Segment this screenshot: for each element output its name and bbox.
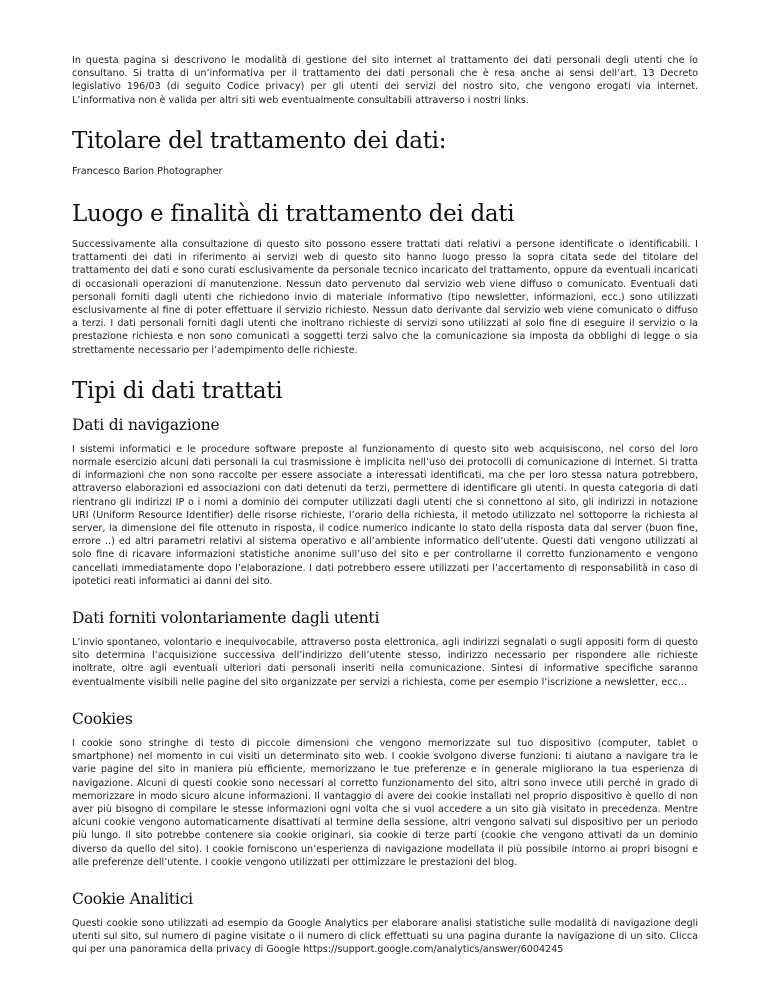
cookies-heading: Cookies xyxy=(72,709,133,728)
navigazione-heading: Dati di navigazione xyxy=(72,415,220,434)
luogo-paragraph: Successivamente alla consultazione di questo sito possono essere trattati dati relativi a persone identificate o identificabili. I trattamenti dei dati in riferimento ai servizi web di questo sito hanno luogo presso la sopra citata sede del titolare del trattamento dei dati e sono curati esclusivamente da personale tecnico incaricato del trattamento, oppure da eventuali incaricati di occasionali operazioni di manutenzione. Nessun dato pervenuto dal servizio web viene diffuso o comunicato. Eventuali dati personali forniti dagli utenti che richiedono invio di materiale informativo (tipo newsletter, informazioni, ecc.) sono utilizzati esclusivamente al fine di poter effettuare il servizio richiesto. Nessun dato derivante dal servizio web viene comunicato o diffuso a terzi. I dati personali forniti dagli utenti che inoltrano richieste di servizi sono utilizzati al solo fine di eseguire il servizio o la prestazione richiesta e non sono comunicati a soggetti terzi salvo che la comunicazione sia imposta da obblighi di legge o sia strettamente necessario per l’adempimento delle richieste. xyxy=(72,239,698,356)
cookies-paragraph: I cookie sono stringhe di testo di piccole dimensioni che vengono memorizzate sul tuo dispositivo (computer, tablet o smartphone) nel momento in cui visiti un determinato sito web. I cookie svolgono diverse funzioni: ti aiutano a navigare tra le varie pagine del sito in maniera più efficiente, memorizzano le tue preferenze e in generale migliorano la tua esperienza di navigazione. Alcuni di questi cookie sono necessari al corretto funzionamento del sito, altri sono invece utili perché in grado di memorizzare in modo sicuro alcune informazioni. Il vantaggio di avere dei cookie installati nel proprio dispositivo è quello di non aver più bisogno di compilare le stesse informazioni ogni volta che si vuol accedere a un sito già visitato in precedenza. Mentre alcuni cookie vengono automaticamente disattivati al termine della sessione, altri vengono salvati sul dispositivo per un periodo più lungo. Il sito potrebbe contenere sia cookie originari, sia cookie di terze parti (cookie che vengono attivati da un dominio diverso da quello del sito). I cookie forniscono un’esperienza di navigazione modellata il più possibile intorno ai propri bisogni e alle preferenze dell’utente. I cookie vengono utilizzati per ottimizzare le prestazioni del blog. xyxy=(72,737,698,868)
analitici-paragraph: Questi cookie sono utilizzati ad esempio da Google Analytics per elaborare analisi statistiche sulle modalità di navigazione degli utenti sul sito, sul numero di pagine visitate o il numero di click effettuati su una pagina durante la navigazione di un sito. Clicca qui per una panoramica della privacy di Google https://support.google.com/analytics/answer/6004245 xyxy=(72,917,698,956)
navigazione-paragraph: I sistemi informatici e le procedure software preposte al funzionamento di questo sito web acquisiscono, nel corso del loro normale esercizio alcuni dati personali la cui trasmissione è implicita nell’uso dei protocolli di comunicazione di internet. Si tratta di informazioni che non sono raccolte per essere associate a interessati identificati, ma che per loro stessa natura potrebbero, attraverso elaborazioni ed associazioni con dati detenuti da terzi, permettere di identificare gli utenti. In questa categoria di dati rientrano gli indirizzi IP o i nomi a dominio dei computer utilizzati dagli utenti che si connettono al sito, gli indirizzi in notazione URI (Uniform Resource Identifier) delle risorse richieste, l’orario della richiesta, il metodo utilizzato nel sottoporre la richiesta al server, la dimensione del file ottenuto in risposta, il codice numerico indicante lo stato della risposta data dal server (buon fine, errore ..) ed altri parametri relativi al sistema operativo e all’ambiente informatico dell’utente. Questi dati vengono utilizzati al solo fine di ricavare informazioni statistiche anonime sull’uso del sito e per controllarne il corretto funzionamento e vengono cancellati immediatamente dopo l’elaborazione. I dati potrebbero essere utilizzati per l’accertamento di responsabilità in caso di ipotetici reati informatici ai danni del sito. xyxy=(72,443,698,587)
titolare-name: Francesco Barion Photographer xyxy=(72,165,223,177)
volontari-paragraph: L’invio spontaneo, volontario e inequivocabile, attraverso posta elettronica, agli indirizzi segnalati o sugli appositi form di questo sito determina l’acquisizione successiva dell’indirizzo dell’utente stesso, indirizzo necessario per rispondere alle richieste inoltrate, oltre agli eventuali ulteriori dati personali inseriti nella comunicazione. Sintesi di informative specifiche saranno eventualmente visibili nelle pagine del sito organizzate per servizi a richiesta, come per esempio l’iscrizione a newsletter, ecc… xyxy=(72,637,698,688)
luogo-heading: Luogo e finalità di trattamento dei dati xyxy=(72,201,515,228)
intro-paragraph: In questa pagina si descrivono le modalità di gestione del sito internet al trattamento dei dati personali degli utenti che lo consultano. Si tratta di un’informativa per il trattamento dei dati personali che è resa anche ai sensi dell’art. 13 Decreto legislativo 196/03 (di seguito Codice privacy) per gli utenti dei servizi del nostro sito, che vengono erogati via internet. L’informativa non è valida per altri siti web eventualmente consultabili attraverso i nostri links. xyxy=(72,55,698,106)
tipi-heading: Tipi di dati trattati xyxy=(72,377,283,404)
analitici-heading: Cookie Analitici xyxy=(72,889,193,908)
titolare-heading: Titolare del trattamento dei dati: xyxy=(72,127,447,154)
volontari-heading: Dati forniti volontariamente dagli utenti xyxy=(72,609,380,628)
